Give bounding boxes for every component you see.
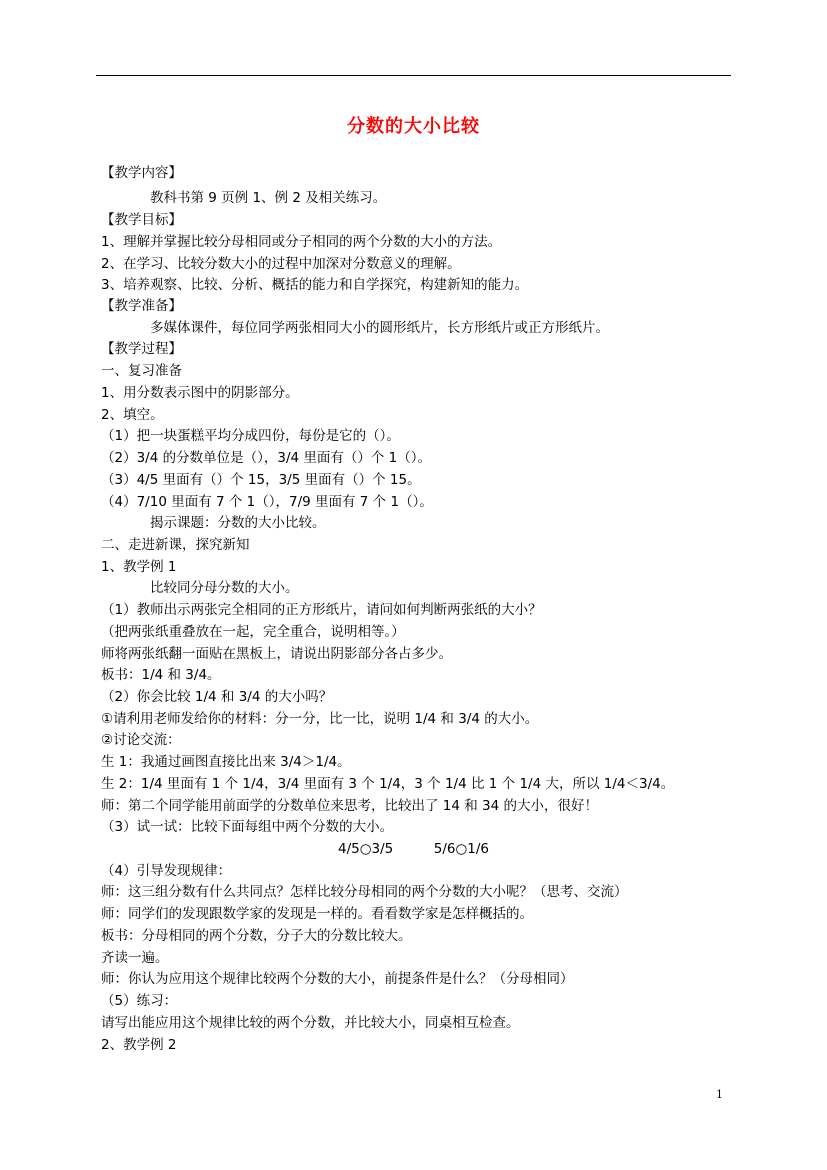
paragraph: 一、复习准备 xyxy=(101,363,182,379)
paragraph: 教科书第 9 页例 1、例 2 及相关练习。 xyxy=(150,190,387,206)
paragraph: 齐读一遍。 xyxy=(101,950,169,966)
paragraph: 师：第二个同学能用前面学的分数单位来思考，比较出了 14 和 34 的大小，很好！ xyxy=(101,798,599,814)
paragraph: 师：你认为应用这个规律比较两个分数的大小，前提条件是什么？（分母相同） xyxy=(101,971,574,987)
paragraph: ②讨论交流： xyxy=(101,732,181,748)
paragraph: 2、填空。 xyxy=(101,407,164,423)
paragraph: （1）把一块蛋糕平均分成四份，每份是它的（）。 xyxy=(101,428,400,444)
paragraph: ①请利用老师发给你的材料：分一分，比一比，说明 1/4 和 3/4 的大小。 xyxy=(101,711,539,727)
paragraph: 师将两张纸翻一面贴在黑板上，请说出阴影部分各占多少。 xyxy=(101,646,452,662)
document-title: 分数的大小比较 xyxy=(347,116,480,137)
section-heading: 【教学过程】 xyxy=(101,341,182,357)
paragraph: （4）7/10 里面有 7 个 1（），7/9 里面有 7 个 1（）。 xyxy=(101,494,433,510)
paragraph: （4）引导发现规律： xyxy=(101,863,232,879)
paragraph: 多媒体课件，每位同学两张相同大小的圆形纸片，长方形纸片或正方形纸片。 xyxy=(150,320,609,336)
paragraph: （3）4/5 里面有（）个 15，3/5 里面有（）个 15。 xyxy=(101,472,421,488)
paragraph: （2）你会比较 1/4 和 3/4 的大小吗？ xyxy=(101,689,333,705)
paragraph: 2、在学习、比较分数大小的过程中加深对分数意义的理解。 xyxy=(101,256,461,272)
paragraph: 比较同分母分数的大小。 xyxy=(150,580,299,596)
paragraph: 板书：1/4 和 3/4。 xyxy=(101,667,221,683)
paragraph: （把两张纸重叠放在一起，完全重合，说明相等。） xyxy=(101,624,405,640)
paragraph: 揭示课题：分数的大小比较。 xyxy=(150,515,326,531)
paragraph: 1、理解并掌握比较分母相同或分子相同的两个分数的大小的方法。 xyxy=(101,234,502,250)
header-rule xyxy=(96,75,731,76)
paragraph: 生 2：1/4 里面有 1 个 1/4，3/4 里面有 3 个 1/4，3 个 1/4 比 1 个 1/4 大，所以 1/4＜3/4。 xyxy=(101,776,675,792)
section-heading: 【教学准备】 xyxy=(101,298,182,314)
section-heading: 【教学目标】 xyxy=(101,212,182,228)
paragraph: 1、教学例 1 xyxy=(101,559,177,575)
paragraph: （1）教师出示两张完全相同的正方形纸片，请问如何判断两张纸的大小？ xyxy=(101,602,542,618)
paragraph: 生 1：我通过画图直接比出来 3/4＞1/4。 xyxy=(101,754,351,770)
paragraph: （5）练习： xyxy=(101,993,178,1009)
comparison-exercise: 4/5○3/5 5/6○1/6 xyxy=(338,841,489,857)
section-heading: 【教学内容】 xyxy=(101,165,182,181)
paragraph: 1、用分数表示图中的阴影部分。 xyxy=(101,385,299,401)
paragraph: 板书：分母相同的两个分数，分子大的分数比较大。 xyxy=(101,928,412,944)
paragraph: 二、走进新课，探究新知 xyxy=(101,537,250,553)
paragraph: （2）3/4 的分数单位是（），3/4 里面有（）个 1（）。 xyxy=(101,450,432,466)
paragraph: 师：同学们的发现跟数学家的发现是一样的。看看数学家是怎样概括的。 xyxy=(101,906,533,922)
page-number: 1 xyxy=(716,1088,723,1101)
paragraph: 2、教学例 2 xyxy=(101,1037,177,1053)
paragraph: （3）试一试：比较下面每组中两个分数的大小。 xyxy=(101,819,394,835)
paragraph: 师：这三组分数有什么共同点？怎样比较分母相同的两个分数的大小呢？（思考、交流） xyxy=(101,884,628,900)
paragraph: 请写出能应用这个规律比较的两个分数，并比较大小，同桌相互检查。 xyxy=(101,1015,520,1031)
paragraph: 3、培养观察、比较、分析、概括的能力和自学探究，构建新知的能力。 xyxy=(101,277,529,293)
